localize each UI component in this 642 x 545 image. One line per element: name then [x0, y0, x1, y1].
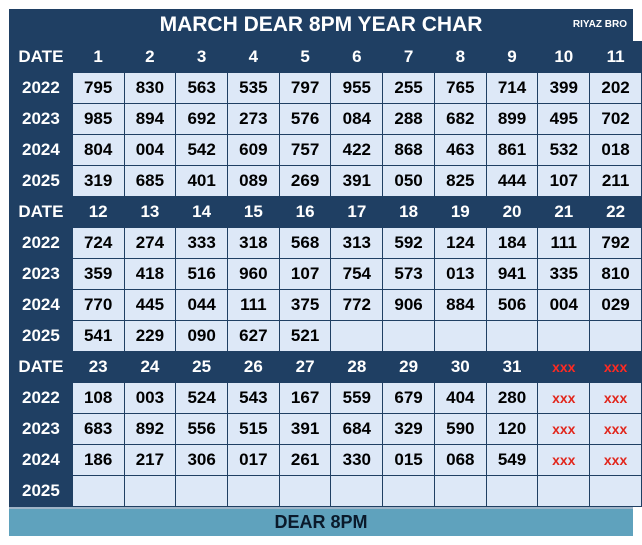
- result-cell: [486, 321, 538, 352]
- result-cell: 090: [176, 321, 228, 352]
- result-cell: 563: [176, 73, 228, 104]
- day-header: 11: [590, 42, 642, 73]
- result-cell: 702: [590, 104, 642, 135]
- year-label: 2022: [10, 383, 73, 414]
- year-label: 2023: [10, 104, 73, 135]
- day-header: 25: [176, 352, 228, 383]
- day-header: 13: [124, 197, 176, 228]
- result-cell: 590: [434, 414, 486, 445]
- result-cell: [72, 476, 124, 507]
- year-row: [10, 476, 642, 507]
- result-cell: [434, 476, 486, 507]
- result-cell: 044: [176, 290, 228, 321]
- results-table: [9, 41, 642, 507]
- year-row: [10, 383, 642, 414]
- year-label: 2025: [10, 166, 73, 197]
- year-row: [10, 321, 642, 352]
- result-cell: 335: [538, 259, 590, 290]
- result-cell: 506: [486, 290, 538, 321]
- result-cell: 444: [486, 166, 538, 197]
- result-cell: 333: [176, 228, 228, 259]
- result-cell: 792: [590, 228, 642, 259]
- result-cell: 004: [538, 290, 590, 321]
- title-bar: [9, 9, 633, 41]
- result-cell: 754: [331, 259, 383, 290]
- day-header: 7: [383, 42, 435, 73]
- result-cell: [124, 476, 176, 507]
- footer-label: DEAR 8PM: [9, 509, 633, 536]
- result-cell: 107: [538, 166, 590, 197]
- day-header: 12: [72, 197, 124, 228]
- date-header-row: [10, 197, 642, 228]
- result-cell: 418: [124, 259, 176, 290]
- date-header-row: [10, 352, 642, 383]
- year-row: [10, 445, 642, 476]
- result-cell: 029: [590, 290, 642, 321]
- result-cell: 683: [72, 414, 124, 445]
- day-header: 8: [434, 42, 486, 73]
- result-cell: [228, 476, 280, 507]
- year-label: 2025: [10, 476, 73, 507]
- result-cell: xxx: [538, 414, 590, 445]
- day-header: 6: [331, 42, 383, 73]
- result-cell: 211: [590, 166, 642, 197]
- result-cell: 685: [124, 166, 176, 197]
- result-cell: [590, 476, 642, 507]
- result-cell: 772: [331, 290, 383, 321]
- result-cell: 682: [434, 104, 486, 135]
- result-cell: 810: [590, 259, 642, 290]
- day-header: 16: [279, 197, 331, 228]
- result-cell: [331, 321, 383, 352]
- day-header: 5: [279, 42, 331, 73]
- result-cell: 757: [279, 135, 331, 166]
- result-cell: 884: [434, 290, 486, 321]
- result-cell: 050: [383, 166, 435, 197]
- year-label: 2022: [10, 228, 73, 259]
- brand-label: RIYAZ BRO: [572, 19, 627, 30]
- result-cell: xxx: [590, 383, 642, 414]
- result-cell: 399: [538, 73, 590, 104]
- year-row: [10, 135, 642, 166]
- date-label: DATE: [10, 352, 73, 383]
- year-label: 2023: [10, 259, 73, 290]
- year-row: [10, 104, 642, 135]
- result-cell: 892: [124, 414, 176, 445]
- year-label: 2024: [10, 135, 73, 166]
- result-cell: 184: [486, 228, 538, 259]
- result-cell: 535: [228, 73, 280, 104]
- result-cell: 124: [434, 228, 486, 259]
- result-cell: 515: [228, 414, 280, 445]
- day-header: 18: [383, 197, 435, 228]
- result-cell: 941: [486, 259, 538, 290]
- result-cell: 765: [434, 73, 486, 104]
- year-label: 2023: [10, 414, 73, 445]
- day-header: 30: [434, 352, 486, 383]
- result-cell: 401: [176, 166, 228, 197]
- result-cell: 825: [434, 166, 486, 197]
- result-cell: 068: [434, 445, 486, 476]
- result-cell: 111: [538, 228, 590, 259]
- day-header: 3: [176, 42, 228, 73]
- day-header: 10: [538, 42, 590, 73]
- result-cell: 568: [279, 228, 331, 259]
- result-cell: 313: [331, 228, 383, 259]
- result-cell: 015: [383, 445, 435, 476]
- result-cell: 013: [434, 259, 486, 290]
- result-cell: 684: [331, 414, 383, 445]
- year-row: [10, 414, 642, 445]
- result-cell: 422: [331, 135, 383, 166]
- result-cell: [383, 476, 435, 507]
- date-header-row: [10, 42, 642, 73]
- result-cell: 084: [331, 104, 383, 135]
- result-cell: 899: [486, 104, 538, 135]
- day-header: xxx: [538, 352, 590, 383]
- result-cell: 261: [279, 445, 331, 476]
- result-cell: 985: [72, 104, 124, 135]
- year-row: [10, 259, 642, 290]
- result-cell: 955: [331, 73, 383, 104]
- result-cell: [538, 476, 590, 507]
- result-cell: 273: [228, 104, 280, 135]
- result-cell: 830: [124, 73, 176, 104]
- day-header: 21: [538, 197, 590, 228]
- result-cell: 329: [383, 414, 435, 445]
- result-cell: [538, 321, 590, 352]
- result-cell: xxx: [590, 445, 642, 476]
- result-cell: 269: [279, 166, 331, 197]
- result-cell: xxx: [590, 414, 642, 445]
- day-header: 19: [434, 197, 486, 228]
- result-cell: 359: [72, 259, 124, 290]
- result-cell: 541: [72, 321, 124, 352]
- result-cell: 217: [124, 445, 176, 476]
- result-cell: 894: [124, 104, 176, 135]
- result-cell: 018: [590, 135, 642, 166]
- result-cell: 543: [228, 383, 280, 414]
- year-label: 2024: [10, 290, 73, 321]
- result-cell: 906: [383, 290, 435, 321]
- result-cell: 404: [434, 383, 486, 414]
- day-header: 20: [486, 197, 538, 228]
- day-header: 14: [176, 197, 228, 228]
- day-header: 2: [124, 42, 176, 73]
- result-cell: 495: [538, 104, 590, 135]
- result-cell: 107: [279, 259, 331, 290]
- result-cell: 280: [486, 383, 538, 414]
- result-cell: 017: [228, 445, 280, 476]
- result-cell: 288: [383, 104, 435, 135]
- result-cell: [331, 476, 383, 507]
- result-cell: 692: [176, 104, 228, 135]
- day-header: 17: [331, 197, 383, 228]
- day-header: 31: [486, 352, 538, 383]
- year-label: 2022: [10, 73, 73, 104]
- day-header: 4: [228, 42, 280, 73]
- day-header: 9: [486, 42, 538, 73]
- result-cell: 532: [538, 135, 590, 166]
- day-header: 23: [72, 352, 124, 383]
- day-header: 29: [383, 352, 435, 383]
- result-cell: 542: [176, 135, 228, 166]
- result-cell: 375: [279, 290, 331, 321]
- result-cell: 229: [124, 321, 176, 352]
- day-header: 24: [124, 352, 176, 383]
- result-cell: 795: [72, 73, 124, 104]
- result-cell: 576: [279, 104, 331, 135]
- result-cell: 089: [228, 166, 280, 197]
- result-cell: 319: [72, 166, 124, 197]
- result-cell: 391: [331, 166, 383, 197]
- year-row: [10, 73, 642, 104]
- result-cell: 797: [279, 73, 331, 104]
- result-cell: 318: [228, 228, 280, 259]
- result-cell: 120: [486, 414, 538, 445]
- result-cell: [383, 321, 435, 352]
- result-cell: 255: [383, 73, 435, 104]
- result-cell: xxx: [538, 445, 590, 476]
- result-cell: 445: [124, 290, 176, 321]
- result-cell: 627: [228, 321, 280, 352]
- year-label: 2024: [10, 445, 73, 476]
- result-cell: [590, 321, 642, 352]
- result-cell: 573: [383, 259, 435, 290]
- result-cell: 861: [486, 135, 538, 166]
- result-cell: 004: [124, 135, 176, 166]
- date-label: DATE: [10, 42, 73, 73]
- day-header: xxx: [590, 352, 642, 383]
- day-header: 22: [590, 197, 642, 228]
- year-row: [10, 166, 642, 197]
- result-cell: 524: [176, 383, 228, 414]
- result-cell: 330: [331, 445, 383, 476]
- result-cell: 804: [72, 135, 124, 166]
- result-cell: [176, 476, 228, 507]
- result-cell: 516: [176, 259, 228, 290]
- result-cell: 111: [228, 290, 280, 321]
- result-cell: 770: [72, 290, 124, 321]
- day-header: 1: [72, 42, 124, 73]
- day-header: 26: [228, 352, 280, 383]
- day-header: 15: [228, 197, 280, 228]
- result-cell: xxx: [538, 383, 590, 414]
- result-cell: [486, 476, 538, 507]
- result-cell: 202: [590, 73, 642, 104]
- day-header: 27: [279, 352, 331, 383]
- year-row: [10, 290, 642, 321]
- result-cell: 724: [72, 228, 124, 259]
- result-cell: 167: [279, 383, 331, 414]
- result-cell: 108: [72, 383, 124, 414]
- result-cell: 714: [486, 73, 538, 104]
- date-label: DATE: [10, 197, 73, 228]
- result-cell: 559: [331, 383, 383, 414]
- result-cell: 868: [383, 135, 435, 166]
- chart-title: MARCH DEAR 8PM YEAR CHAR: [159, 13, 483, 36]
- result-cell: 186: [72, 445, 124, 476]
- result-cell: 592: [383, 228, 435, 259]
- result-cell: 679: [383, 383, 435, 414]
- result-cell: 521: [279, 321, 331, 352]
- result-cell: [434, 321, 486, 352]
- result-cell: 391: [279, 414, 331, 445]
- result-cell: 609: [228, 135, 280, 166]
- year-label: 2025: [10, 321, 73, 352]
- result-cell: 556: [176, 414, 228, 445]
- result-cell: 003: [124, 383, 176, 414]
- result-cell: 549: [486, 445, 538, 476]
- result-cell: 463: [434, 135, 486, 166]
- result-cell: 960: [228, 259, 280, 290]
- result-cell: [279, 476, 331, 507]
- year-row: [10, 228, 642, 259]
- day-header: 28: [331, 352, 383, 383]
- result-cell: 306: [176, 445, 228, 476]
- result-cell: 274: [124, 228, 176, 259]
